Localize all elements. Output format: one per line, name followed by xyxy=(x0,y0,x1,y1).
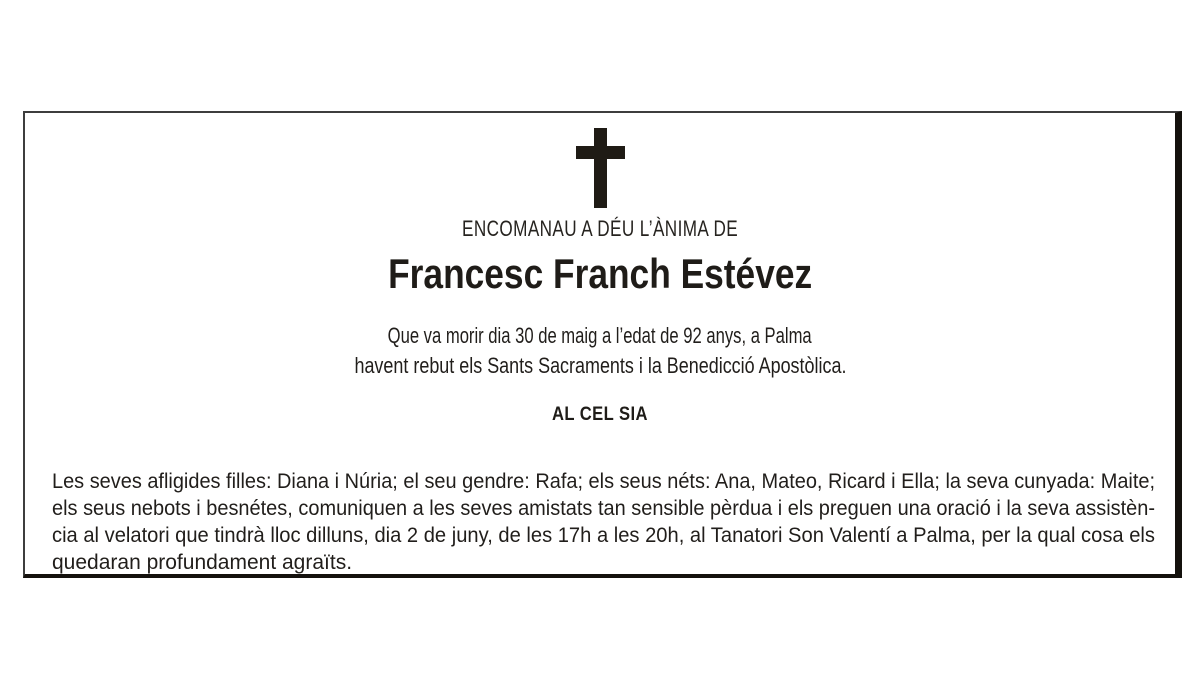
family-message-line: els seus nebots i besnétes, comuniquen a les seves amistats tan sensible pèrdua i els preguen una oració i la seva assistèn- xyxy=(52,497,1156,520)
family-message-line: Les seves afligides filles: Diana i Núria; el seu gendre: Rafa; els seus néts: Ana, Mateo, Ricard i Ella; la seva cunyada: Maite; xyxy=(52,470,1156,493)
deceased-name: Francesc Franch Estévez xyxy=(387,250,813,297)
death-info xyxy=(25,322,1175,382)
obituary-notice-box xyxy=(23,111,1182,578)
family-message-line: cia al velatori que tindrà lloc dilluns, dia 2 de juny, de les 17h a les 20h, al Tanatori Son Valentí a Palma, per la qual cosa els xyxy=(52,524,1155,547)
cross-horizontal-bar xyxy=(576,146,625,159)
family-message xyxy=(25,468,1175,576)
latin-cross-icon xyxy=(576,128,625,208)
invocation-line xyxy=(25,215,1175,246)
cross-vertical-bar xyxy=(594,128,607,208)
invocation-text: ENCOMANAU A DÉU L’ÀNIMA DE xyxy=(461,216,739,241)
death-info-line: havent rebut els Sants Sacraments i la Benedicció Apostòlica. xyxy=(354,353,846,378)
family-message-line: quedaran profundament agraïts. xyxy=(52,551,353,574)
motto-line xyxy=(25,403,1175,428)
motto-text: AL CEL SIA xyxy=(552,404,648,425)
deceased-name-row xyxy=(25,250,1175,308)
death-info-line: Que va morir dia 30 de maig a l’edat de 92 anys, a Palma xyxy=(387,323,813,348)
